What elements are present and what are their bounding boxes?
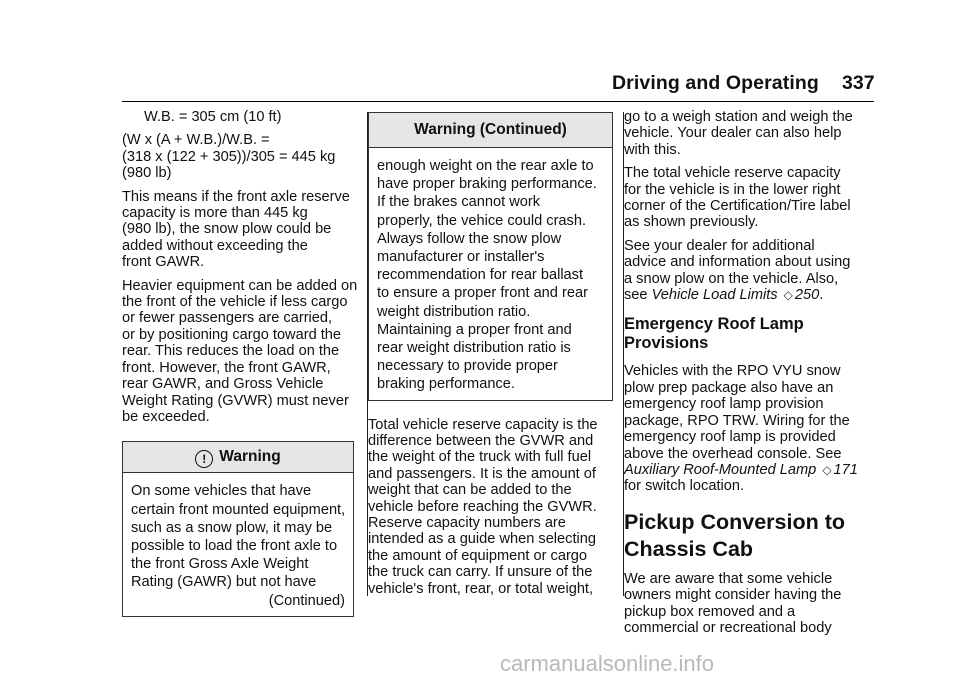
paragraph-dealer-advice: See your dealer for additional advice and information about using a snow plow on the vehicle. Also, see Vehicle Load Limits ◇ 250. <box>624 238 880 304</box>
roof-lamp-link[interactable]: Auxiliary Roof-Mounted Lamp <box>624 461 817 478</box>
column-3 <box>624 109 880 643</box>
paragraph-roof-lamp: Vehicles with the RPO VYU snow plow prep package also have an emergency roof lamp provision package, RPO TRW. Wiring for the emergency roof lamp is provided above the overhead console. See Auxiliary Roof-Mounted Lamp ◇ 171 for switch location. <box>624 363 880 494</box>
paragraph-reserve-label: The total vehicle reserve capacity for the vehicle is in the lower right corner of the Certification/Tire label as shown previously. <box>624 165 851 231</box>
warning-continued-body: enough weight on the rear axle to have proper braking performance. If the brakes cannot work properly, the vehice could crash. Always follow the snow plow manufacturer or installer's recommendation for rear ballast to ensure a proper front and rear weight distribution ratio. Maintaining a proper front and rear weight distribution ratio is necessary to provide proper braking performance. <box>377 158 597 393</box>
page-ref-250[interactable]: 250 <box>794 287 820 304</box>
paragraph-front-axle: This means if the front axle reserve capacity is more than 445 kg (980 lb), the snow plow could be added without exceeding the front GAWR. <box>122 188 350 271</box>
warning-continued-header: Warning (Continued) <box>369 113 612 148</box>
vehicle-load-limits-link[interactable]: Vehicle Load Limits <box>651 287 778 304</box>
heading-emergency-roof-lamp: Emergency Roof Lamp Provisions <box>624 315 804 353</box>
column-1 <box>122 109 360 617</box>
warning-header <box>123 442 353 473</box>
warning-box <box>122 441 354 616</box>
warning-body: On some vehicles that have certain front mounted equipment, such as a snow plow, it may be possible to load the front axle to the front Gross Axle Weight Rating (GAWR) but not have (Continued) <box>131 483 346 609</box>
paragraph-reserve-capacity: Total vehicle reserve capacity is the difference between the GVWR and the weight of the truck with full fuel and passengers. It is the amount of weight that can be added to the vehicle before reaching the GVWR. Reserve capacity numbers are intended as a guide when selecting the amount of equipment or cargo the truck can carry. If unsure of the vehicle's front, rear, or total weight, <box>368 416 598 597</box>
warning-icon: ! <box>195 450 213 468</box>
header-rule <box>122 101 874 102</box>
column-2 <box>368 112 616 604</box>
page-ref-171[interactable]: 171 <box>833 461 858 478</box>
watermark: carmanualsonline.info <box>500 651 715 676</box>
formula-block: (W x (A + W.B.)/W.B. = (318 x (122 + 305))/305 = 445 kg (980 lb) <box>122 132 336 182</box>
section-title: Driving and Operating <box>612 72 819 94</box>
load-limits-line: see Vehicle Load Limits ◇ 250. <box>624 287 824 304</box>
formula-wb: W.B. = 305 cm (10 ft) <box>144 109 282 125</box>
page-ref-icon: ◇ <box>822 462 832 477</box>
heading-pickup-conversion: Pickup Conversion to Chassis Cab <box>624 509 846 561</box>
paragraph-weigh-station: go to a weigh station and weigh the vehicle. Your dealer can also help with this. <box>624 109 853 158</box>
paragraph-pickup-conversion: We are aware that some vehicle owners might consider having the pickup box removed and a commercial or recreational body <box>624 570 842 636</box>
paragraph-heavier-equipment: Heavier equipment can be added on the front of the vehicle if less cargo or fewer passengers are carried, or by positioning cargo toward the rear. This reduces the load on the front. However, the front GAWR, rear GAWR, and Gross Vehicle Weight Rating (GVWR) must never be exceeded. <box>122 277 358 425</box>
page-ref-icon: ◇ <box>783 288 793 303</box>
page-number: 337 <box>842 72 875 94</box>
warning-continued-box <box>368 112 613 401</box>
roof-lamp-ref-line <box>624 462 880 478</box>
continued-label: (Continued) <box>268 592 345 609</box>
warning-title: Warning <box>219 448 281 466</box>
